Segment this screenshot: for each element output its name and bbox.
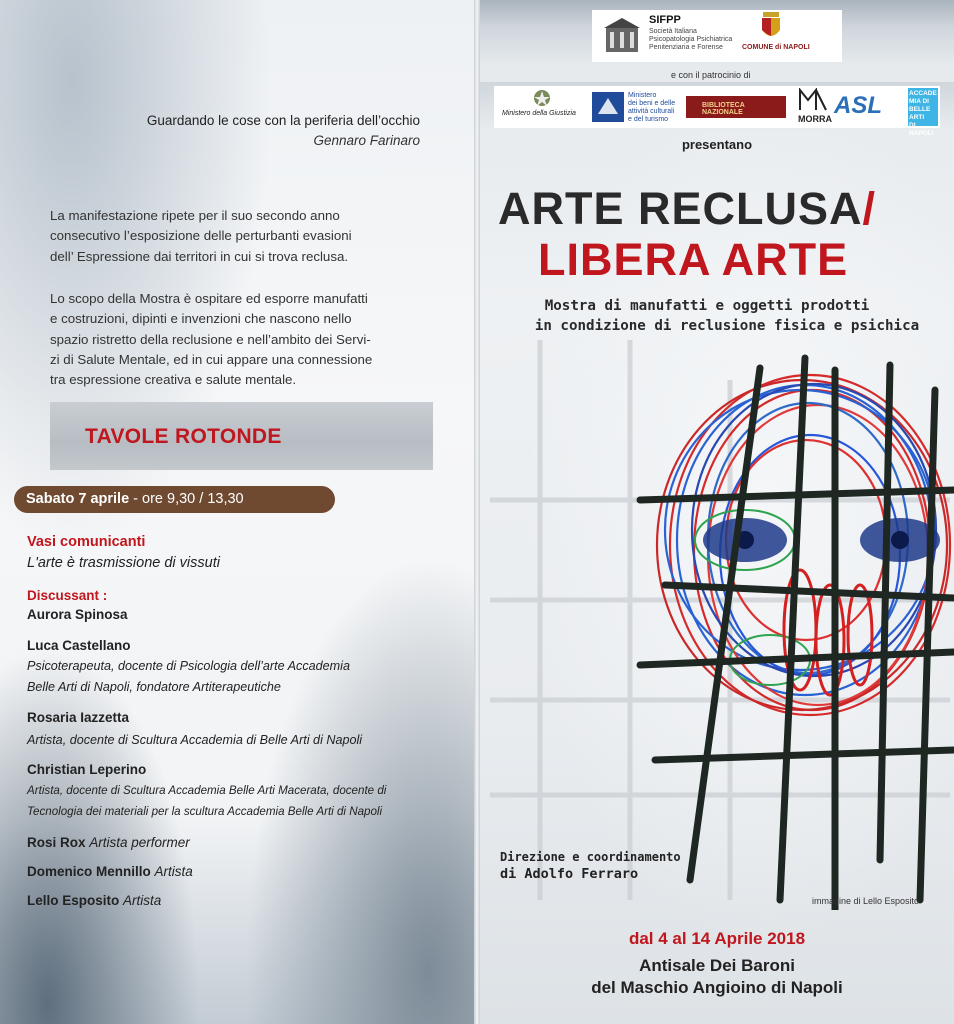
date-pill [14,486,335,513]
morra-label: MORRA [798,114,832,124]
biblioteca-label: BIBLIOTECA NAZIONALE [702,102,745,116]
speaker-name: Domenico Mennillo [27,864,151,879]
text-line: Tecnologia dei materiali per la scultura Accademia Belle Arti di Napoli [27,805,383,818]
patrocinio-label: e con il patrocinio di [671,70,751,80]
comune-crest-icon [760,12,782,42]
speaker-row [27,864,193,879]
image-credit: immagine di Lello Esposito [812,896,920,906]
intro-paragraph-2 [50,289,430,390]
text-line: spazio ristretto della reclusione e nell’ambito dei Servi- [50,331,371,347]
left-panel [0,0,476,1024]
speaker-desc [27,730,467,751]
subtitle-line2: in condizione di reclusione fisica e psichica [534,318,920,334]
speaker-row [27,835,190,850]
text-line: Psicopatologia Psichiatrica [649,36,733,43]
speaker-name: Rosaria Iazzetta [27,710,130,725]
section-header: TAVOLE ROTONDE [85,425,282,448]
text-line: Belle Arti di Napoli, fondatore Artiterapeutiche [27,680,281,694]
title-text: ARTE RECLUSA [498,183,863,234]
sifpp-subtitle [649,28,732,52]
session-subtitle: L'arte è trasmissione di vissuti [27,555,220,571]
text-line: DI NAPOLI [909,122,934,137]
speaker-name: Rosi Rox [27,835,86,850]
logo-strip [592,10,842,62]
text-line: Artista, docente di Scultura Accademia di Belle Arti di Napoli [27,733,363,747]
comune-label: COMUNE di NAPOLI [742,44,810,51]
text-line: Psicoterapeuta, docente di Psicologia dell’arte Accademia [27,659,350,673]
date-day: Sabato 7 aprile [26,491,130,507]
text-line: dell’ Espressione dai territori in cui si trova reclusa. [50,248,349,264]
date-time: - ore 9,30 / 13,30 [129,491,244,507]
section-header-box [50,402,433,470]
text-line: dei beni e delle [628,100,676,107]
main-title-line1 [498,185,876,233]
intro-paragraph-1 [50,206,430,267]
logo-band-top [480,0,954,68]
text-line: Artista, docente di Scultura Accademia Belle Arti Macerata, docente di [27,784,387,797]
speaker-name: Christian Leperino [27,762,147,777]
text-line: Penitenziaria e Forense [649,44,723,51]
subtitle-line1: Mostra di manufatti e oggetti prodotti [544,298,870,314]
text-line: Lo scopo della Mostra è ospitare ed esporre manufatti [50,291,368,306]
speaker-name: Aurora Spinosa [27,607,128,622]
text-line: tra espressione creativa e salute mentale. [50,372,297,388]
italian-emblem-icon [532,88,552,108]
discussant-label: Discussant : [27,588,108,603]
text-line: MIA DI [909,98,929,105]
quote-title: Guardando le cose con la periferia dell’occhio [146,113,420,128]
speaker-row [27,893,161,908]
speaker-desc [27,780,467,822]
speaker-desc [27,656,467,698]
speaker-name: Lello Esposito [27,893,120,908]
ministero-label: Ministero della Giustizia [502,110,576,117]
director-name: di Adolfo Ferraro [500,866,639,882]
speaker-role: Artista performer [89,835,190,850]
mibact-label [628,92,675,124]
right-panel [480,0,954,1024]
artwork-head-behind-bars [480,340,954,910]
text-line: Società Italiana [649,28,697,35]
speaker-role: Artista [123,893,162,908]
text-line: e costruzioni, dipinti e invenzioni che nascono nello [50,311,352,327]
venue-line1: Antisale Dei Baroni [639,956,795,975]
text-line: zi di Salute Mentale, ed in cui appare una connessione [50,351,373,367]
presentano-label: presentano [681,137,753,152]
sifpp-logo-icon [602,16,642,56]
title-slash: / [862,183,877,234]
text-line: La manifestazione ripete per il suo secondo anno [50,208,340,223]
text-line: ACCADE [909,90,937,97]
morra-logo-icon [798,88,828,112]
speaker-role: Artista [154,864,193,879]
biblioteca-logo [686,96,786,118]
sifpp-label: SIFPP [649,14,681,26]
mibact-logo-icon [592,92,624,122]
text-line: consecutivo l’esposizione delle perturbanti evasioni [50,228,352,244]
direction-label: Direzione e coordinamento [500,850,681,864]
text-line: attività culturali [628,108,675,115]
exhibition-dates: dal 4 al 14 Aprile 2018 [628,929,806,948]
asl-logo: ASL [834,92,882,119]
venue-line2: del Maschio Angioino di Napoli [591,978,843,997]
accademia-logo [908,88,938,137]
patron-logo-strip [494,86,940,137]
speaker-name: Luca Castellano [27,638,131,653]
session-title: Vasi comunicanti [27,534,146,550]
text-line: e del turismo [628,116,669,123]
logo-band-patrons [480,82,954,137]
text-line: BELLE ARTI [909,106,931,121]
main-title-line2: LIBERA ARTE [538,234,849,285]
text-line: Ministero [628,92,657,99]
quote-author: Gennaro Farinaro [313,133,420,148]
